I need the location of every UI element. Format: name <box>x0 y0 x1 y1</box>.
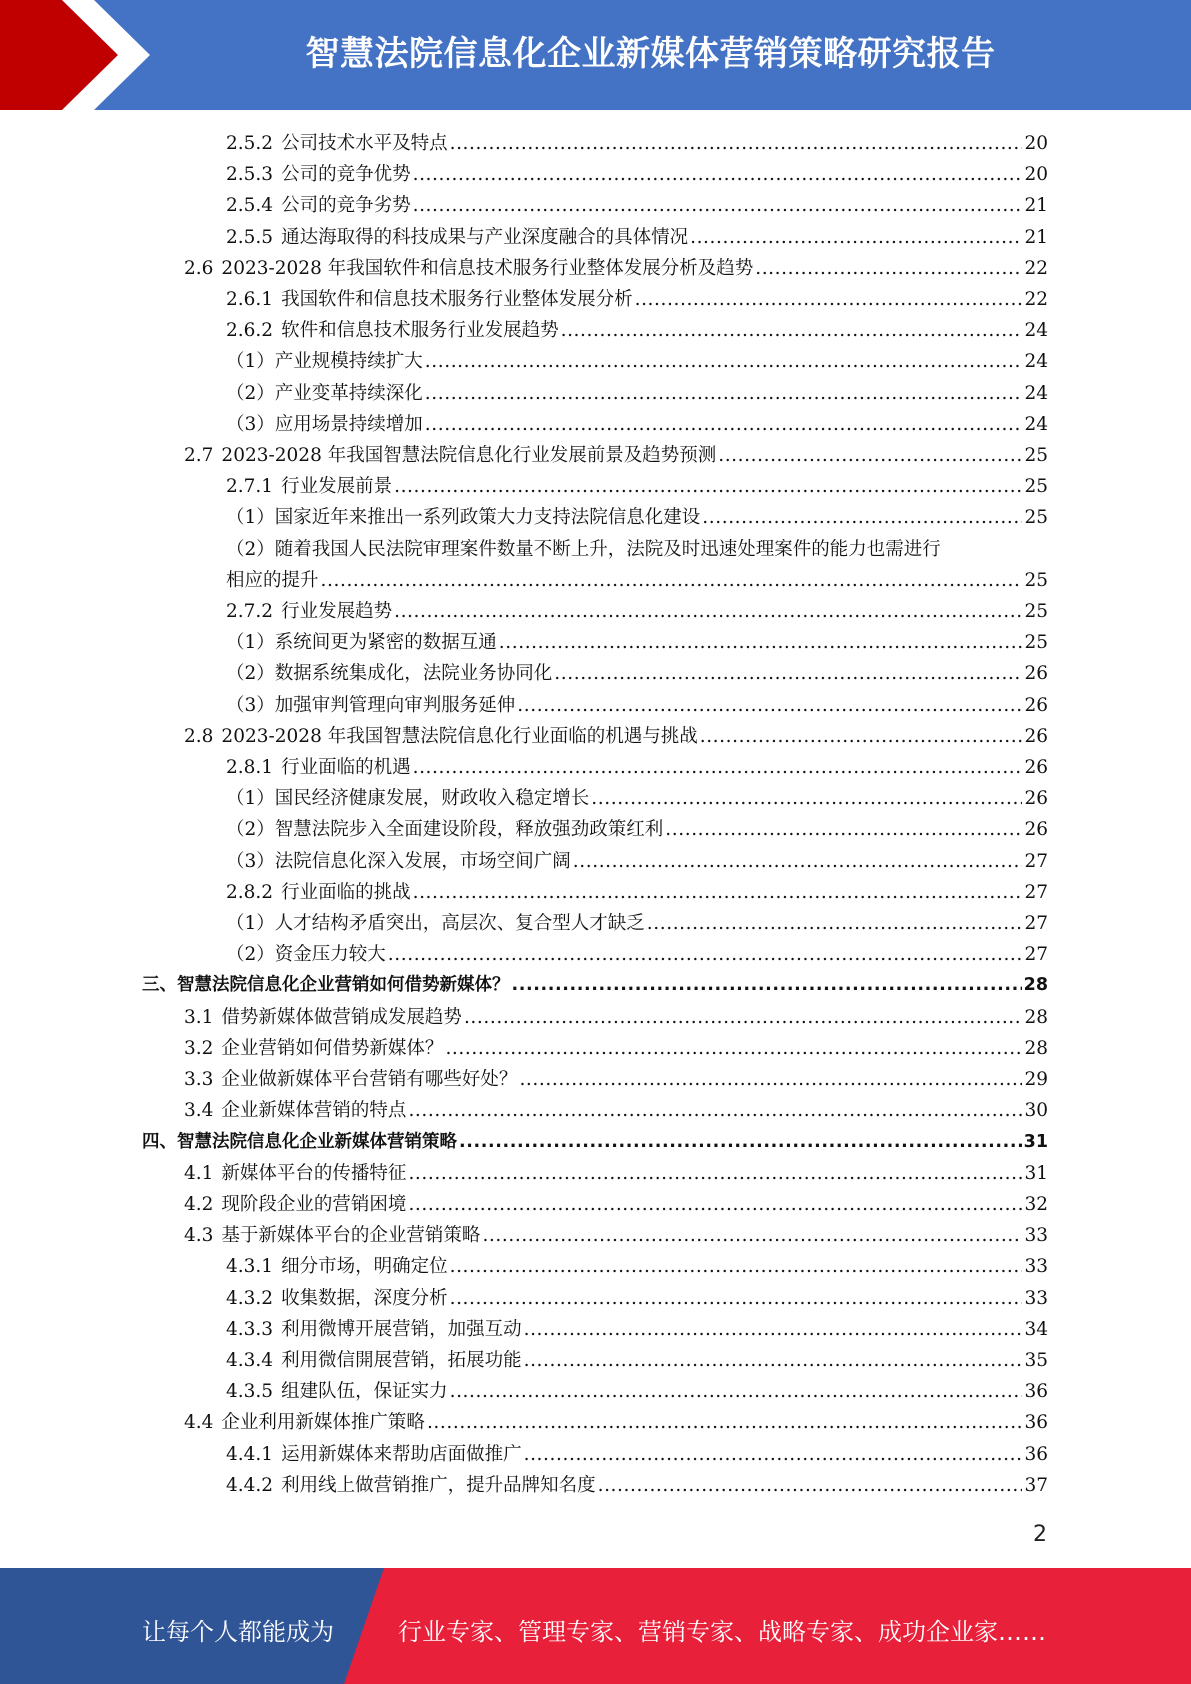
toc-entry-title: （3）应用场景持续增加 <box>226 413 423 435</box>
toc-entry-number: 2.7 <box>184 445 214 467</box>
toc-entry-number: 4.4.2 <box>226 1474 274 1496</box>
toc-entry-number: 4.4 <box>184 1412 214 1434</box>
toc-entry-title: 行业面临的机遇 <box>281 757 411 779</box>
toc-entry-title: 软件和信息技术服务行业发展趋势 <box>281 320 559 342</box>
toc-dot-leader <box>321 565 1023 596</box>
toc-entry-title: （2）产业变革持续深化 <box>226 382 423 404</box>
toc-dot-leader <box>700 721 1023 752</box>
toc-entry-title: 基于新媒体平台的企业营销策略 <box>221 1225 481 1247</box>
toc-entry[interactable] <box>142 1002 1048 1033</box>
toc-entry[interactable] <box>142 1095 1048 1126</box>
toc-entry[interactable] <box>142 1064 1048 1095</box>
toc-entry-page: 24 <box>1024 413 1048 435</box>
toc-dot-leader <box>459 1127 1022 1158</box>
toc-entry-title: （1）国民经济健康发展，财政收入稳定增长 <box>226 788 590 810</box>
toc-entry-number: 3.2 <box>184 1037 214 1059</box>
toc-entry-page: 20 <box>1024 164 1048 186</box>
toc-dot-leader <box>445 1033 1022 1064</box>
toc-entry-page: 27 <box>1024 881 1048 903</box>
toc-dot-leader <box>573 846 1023 877</box>
toc-entry-title: （1）人才结构矛盾突出，高层次、复合型人才缺乏 <box>226 913 645 935</box>
toc-entry-title: 企业做新媒体平台营销有哪些好处？ <box>221 1069 518 1091</box>
toc-entry-page: 28 <box>1024 1037 1048 1059</box>
toc-entry-number: 2.7.1 <box>226 476 274 498</box>
toc-entry-title: （2）数据系统集成化，法院业务协同化 <box>226 663 553 685</box>
toc-entry-page: 27 <box>1024 850 1048 872</box>
toc-entry-page: 34 <box>1024 1318 1048 1340</box>
toc-entry-number: 2.6.1 <box>226 289 274 311</box>
toc-entry[interactable] <box>142 1220 1048 1251</box>
toc-entry[interactable] <box>142 1345 1048 1376</box>
toc-dot-leader <box>450 1251 1023 1282</box>
toc-entry-page: 32 <box>1024 1193 1048 1215</box>
toc-entry[interactable] <box>142 877 1048 908</box>
toc-entry[interactable] <box>142 783 1048 814</box>
toc-entry[interactable] <box>142 471 1048 502</box>
toc-dot-leader <box>388 939 1023 970</box>
toc-entry-page: 35 <box>1024 1349 1048 1371</box>
toc-entry-title: 收集数据，深度分析 <box>281 1287 448 1309</box>
toc-dot-leader <box>512 970 1022 1001</box>
toc-entry-page: 26 <box>1024 663 1048 685</box>
toc-entry-number: 2.6 <box>184 257 214 279</box>
toc-entry-number: 4.3.2 <box>226 1287 274 1309</box>
toc-entry[interactable] <box>142 346 1048 377</box>
toc-entry[interactable] <box>142 159 1048 190</box>
toc-entry-title: 三、智慧法院信息化企业营销如何借势新媒体？ <box>142 975 510 996</box>
toc-entry-title: 行业发展前景 <box>281 476 393 498</box>
toc-entry-page: 21 <box>1024 226 1048 248</box>
toc-entry-page: 27 <box>1024 944 1048 966</box>
toc-entry-page: 26 <box>1024 757 1048 779</box>
toc-entry-number: 4.3.5 <box>226 1381 274 1403</box>
toc-entry-page: 22 <box>1024 289 1048 311</box>
toc-entry-title: 企业营销如何借势新媒体？ <box>221 1037 444 1059</box>
toc-entry-page: 20 <box>1024 133 1048 154</box>
toc-entry-title: （1）国家近年来推出一系列政策大力支持法院信息化建设 <box>226 507 701 529</box>
toc-entry-title: 运用新媒体来帮助店面做推广 <box>281 1443 522 1465</box>
toc-entry-title: 组建队伍，保证实力 <box>281 1381 448 1403</box>
toc-entry[interactable] <box>142 1407 1048 1438</box>
toc-entry-page: 28 <box>1024 1006 1048 1028</box>
toc-entry-title: 现阶段企业的营销困境 <box>221 1193 407 1215</box>
toc-dot-leader <box>524 1439 1023 1470</box>
toc-entry[interactable] <box>142 253 1048 284</box>
toc-entry[interactable] <box>142 315 1048 346</box>
toc-dot-leader <box>394 471 1022 502</box>
toc-entry[interactable] <box>142 502 1048 533</box>
toc-entry[interactable] <box>142 409 1048 440</box>
toc-dot-leader <box>425 378 1023 409</box>
toc-entry-title: 2023-2028 年我国智慧法院信息化行业发展前景及趋势预测 <box>221 445 717 467</box>
toc-dot-leader <box>690 222 1022 253</box>
toc-entry-page: 25 <box>1024 569 1048 591</box>
toc-dot-leader <box>517 690 1022 721</box>
toc-dot-leader <box>665 814 1022 845</box>
toc-entry-page: 30 <box>1024 1100 1048 1122</box>
toc-entry-page: 31 <box>1023 1131 1048 1152</box>
toc-entry-title: 新媒体平台的传播特征 <box>221 1162 407 1184</box>
toc-entry-title: 通达海取得的科技成果与产业深度融合的具体情况 <box>281 226 689 248</box>
toc-entry-number: 4.4.1 <box>226 1443 274 1465</box>
toc-entry[interactable] <box>142 1189 1048 1220</box>
toc-entry-title: （2）资金压力较大 <box>226 944 386 966</box>
toc-entry-title: 四、智慧法院信息化企业新媒体营销策略 <box>142 1131 457 1152</box>
toc-dot-leader <box>718 440 1022 471</box>
toc-entry-page: 22 <box>1024 257 1048 279</box>
toc-entry[interactable] <box>142 565 1048 596</box>
toc-entry-title: 公司技术水平及特点 <box>281 133 448 154</box>
toc-entry-page: 33 <box>1024 1287 1048 1309</box>
toc-dot-leader <box>450 1283 1023 1314</box>
toc-dot-leader <box>702 502 1022 533</box>
toc-entry-page: 28 <box>1023 975 1048 996</box>
toc-entry-number: 2.8 <box>184 725 214 747</box>
toc-entry-title: 利用线上做营销推广，提升品牌知名度 <box>281 1474 596 1496</box>
toc-entry-page: 26 <box>1024 819 1048 841</box>
toc-entry[interactable] <box>142 378 1048 409</box>
toc-entry-title: 细分市场，明确定位 <box>281 1256 448 1278</box>
toc-entry-page: 25 <box>1024 507 1048 529</box>
toc-entry-page: 24 <box>1024 382 1048 404</box>
toc-entry-title: （3）加强审判管理向审判服务延伸 <box>226 694 516 716</box>
toc-entry-number: 3.3 <box>184 1069 214 1091</box>
toc-entry-page: 36 <box>1024 1412 1048 1434</box>
toc-dot-leader <box>413 159 1023 190</box>
toc-entry-title: 公司的竞争优势 <box>281 164 411 186</box>
toc-entry-title: （1）产业规模持续扩大 <box>226 351 423 373</box>
toc-entry-title: （3）法院信息化深入发展，市场空间广阔 <box>226 850 571 872</box>
toc-entry-page: 25 <box>1024 476 1048 498</box>
page-header <box>0 0 1191 110</box>
toc-dot-leader <box>591 783 1022 814</box>
toc-entry-page: 33 <box>1024 1256 1048 1278</box>
toc-entry-page: 36 <box>1024 1381 1048 1403</box>
toc-entry[interactable] <box>142 1314 1048 1345</box>
toc-entry[interactable] <box>142 846 1048 877</box>
toc-entry-title: 2023-2028 年我国软件和信息技术服务行业整体发展分析及趋势 <box>221 257 754 279</box>
toc-entry-page: 26 <box>1024 725 1048 747</box>
toc-entry-number: 3.4 <box>184 1100 214 1122</box>
toc-entry[interactable] <box>142 1470 1048 1501</box>
toc-entry-number: 4.1 <box>184 1162 214 1184</box>
toc-dot-leader <box>554 658 1022 689</box>
toc-entry-page: 21 <box>1024 195 1048 217</box>
toc-dot-leader <box>598 1470 1023 1501</box>
toc-entry-title: 行业面临的挑战 <box>281 881 411 903</box>
toc-dot-leader <box>413 752 1023 783</box>
toc-entry[interactable] <box>142 627 1048 658</box>
toc-entry-number: 2.6.2 <box>226 320 274 342</box>
toc-entry[interactable] <box>142 596 1048 627</box>
toc-entry[interactable] <box>142 752 1048 783</box>
toc-entry[interactable] <box>142 1127 1048 1158</box>
toc-entry[interactable] <box>142 128 1048 159</box>
toc-dot-leader <box>519 1064 1022 1095</box>
toc-dot-leader <box>408 1158 1022 1189</box>
toc-dot-leader <box>413 190 1023 221</box>
toc-entry[interactable] <box>142 690 1048 721</box>
toc-entry-number: 4.3.1 <box>226 1256 274 1278</box>
toc-dot-leader <box>499 627 1023 658</box>
toc-dot-leader <box>647 908 1023 939</box>
toc-entry[interactable] <box>142 190 1048 221</box>
toc-entry-title: 相应的提升 <box>226 569 319 591</box>
toc-dot-leader <box>425 409 1023 440</box>
toc-dot-leader <box>524 1314 1023 1345</box>
toc-entry-page: 33 <box>1024 1225 1048 1247</box>
toc-entry[interactable] <box>142 908 1048 939</box>
toc-entry[interactable] <box>142 939 1048 970</box>
toc-dot-leader <box>427 1407 1023 1438</box>
toc-entry[interactable] <box>142 814 1048 845</box>
toc-entry-page: 29 <box>1024 1069 1048 1091</box>
toc-entry-title: 2023-2028 年我国智慧法院信息化行业面临的机遇与挑战 <box>221 725 698 747</box>
toc-dot-leader <box>394 596 1022 627</box>
toc-entry-page: 26 <box>1024 788 1048 810</box>
toc-entry-page: 25 <box>1024 445 1048 467</box>
toc-entry-page: 24 <box>1024 351 1048 373</box>
toc-entry-number: 2.8.1 <box>226 757 274 779</box>
toc-entry-number: 2.8.2 <box>226 881 274 903</box>
toc-entry-number: 2.5.3 <box>226 164 274 186</box>
toc-entry-number: 4.3 <box>184 1225 214 1247</box>
toc-entry[interactable] <box>142 658 1048 689</box>
toc-entry-title: 公司的竞争劣势 <box>281 195 411 217</box>
toc-entry-title: 企业利用新媒体推广策略 <box>221 1412 425 1434</box>
toc-entry-page: 31 <box>1024 1162 1048 1184</box>
toc-dot-leader <box>482 1220 1022 1251</box>
toc-entry[interactable] <box>142 970 1048 1001</box>
toc-entry-title: （2）随着我国人民法院审理案件数量不断上升，法院及时迅速处理案件的能力也需进行 <box>226 538 941 560</box>
toc-entry-page: 26 <box>1024 694 1048 716</box>
toc-entry-title: 借势新媒体做营销成发展趋势 <box>221 1006 462 1028</box>
toc-entry[interactable] <box>142 1251 1048 1282</box>
toc-dot-leader <box>755 253 1022 284</box>
toc-entry[interactable] <box>142 284 1048 315</box>
toc-entry[interactable] <box>142 534 1048 565</box>
toc-dot-leader <box>561 315 1023 346</box>
page-number: 2 <box>1033 1522 1047 1547</box>
toc-entry[interactable] <box>142 1283 1048 1314</box>
toc-dot-leader <box>425 346 1023 377</box>
toc-entry-title: 企业新媒体营销的特点 <box>221 1100 407 1122</box>
toc-dot-leader <box>635 284 1023 315</box>
toc-entry-page: 27 <box>1024 913 1048 935</box>
toc-dot-leader <box>408 1189 1022 1220</box>
toc-entry[interactable] <box>142 1158 1048 1189</box>
toc-dot-leader <box>450 1376 1023 1407</box>
toc-entry-number: 3.1 <box>184 1006 214 1028</box>
table-of-contents <box>142 128 1048 1501</box>
footer-slogan-right: 行业专家、管理专家、营销专家、战略专家、成功企业家…… <box>398 1618 1046 1646</box>
toc-entry-page: 37 <box>1024 1474 1048 1496</box>
report-title: 智慧法院信息化企业新媒体营销策略研究报告 <box>305 34 996 74</box>
toc-dot-leader <box>524 1345 1023 1376</box>
toc-entry[interactable] <box>142 222 1048 253</box>
toc-entry-title: （2）智慧法院步入全面建设阶段，释放强劲政策红利 <box>226 819 664 841</box>
toc-entry-number: 4.3.3 <box>226 1318 274 1340</box>
toc-entry[interactable] <box>142 1033 1048 1064</box>
toc-entry[interactable] <box>142 721 1048 752</box>
toc-entry-page: 25 <box>1024 601 1048 623</box>
toc-entry-number: 2.5.5 <box>226 226 274 248</box>
toc-entry[interactable] <box>142 1439 1048 1470</box>
page-footer <box>0 1568 1191 1684</box>
toc-entry[interactable] <box>142 440 1048 471</box>
footer-slogan-left: 让每个人都能成为 <box>142 1618 334 1646</box>
toc-entry-page: 24 <box>1024 320 1048 342</box>
toc-entry-number: 2.7.2 <box>226 601 274 623</box>
toc-dot-leader <box>450 128 1023 159</box>
toc-dot-leader <box>464 1002 1023 1033</box>
toc-entry-number: 4.2 <box>184 1193 214 1215</box>
toc-entry-page: 25 <box>1024 632 1048 654</box>
toc-dot-leader <box>413 877 1023 908</box>
toc-entry[interactable] <box>142 1376 1048 1407</box>
toc-entry-title: 利用微博开展营销，加强互动 <box>281 1318 522 1340</box>
toc-entry-title: 行业发展趋势 <box>281 601 393 623</box>
toc-dot-leader <box>408 1095 1022 1126</box>
toc-entry-title: （1）系统间更为紧密的数据互通 <box>226 632 497 654</box>
toc-entry-number: 4.3.4 <box>226 1349 274 1371</box>
toc-entry-number: 2.5.2 <box>226 133 274 154</box>
toc-entry-page: 36 <box>1024 1443 1048 1465</box>
toc-entry-number: 2.5.4 <box>226 195 274 217</box>
toc-entry-title: 我国软件和信息技术服务行业整体发展分析 <box>281 289 633 311</box>
toc-entry-title: 利用微信開展营销，拓展功能 <box>281 1349 522 1371</box>
